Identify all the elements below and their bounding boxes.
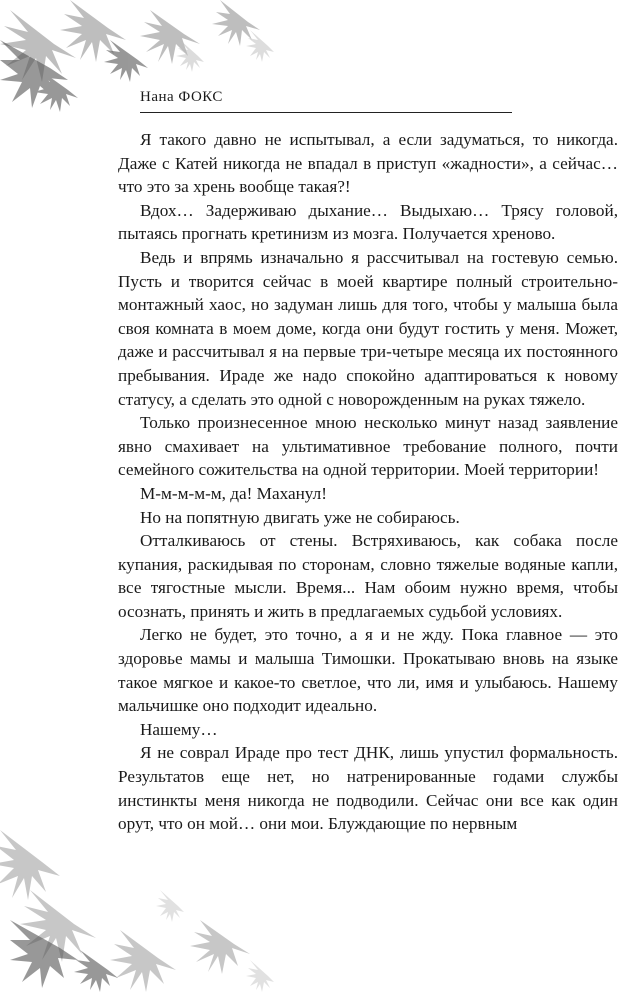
paragraph: Легко не будет, это точно, а я и не жду. Пока главное — это здоровье мамы и малыша Тимошки. Прокатываю вновь на языке такое мягкое и какое-то светлое, что ли, имя и улыбаюсь. Нашему мальчишке оно подходит идеально. bbox=[118, 625, 618, 716]
paragraph: Но на попятную двигать уже не собираюсь. bbox=[140, 507, 460, 527]
paragraph: Я не соврал Ираде про тест ДНК, лишь упустил формальность. Результатов еще нет, но натренированные годами службы инстинкты меня никогда не подводили. Сейчас они все как один орут, что он мой… они мои. Блуждающие по нервным bbox=[118, 743, 618, 834]
paragraph: Отталкиваюсь от стены. Встряхиваюсь, как собака после купания, раскидывая по сторонам, словно тяжелые водяные капли, все тягостные мысли. Время... Нам обоим нужно время, чтобы осознать, принять и жить в предлагаемых судьбой условиях. bbox=[118, 531, 618, 621]
leaf-ornament-top bbox=[0, 0, 300, 140]
paragraph: Только произнесенное мною несколько минут назад заявление явно смахивает на ультимативное требование полного, почти семейного сожительства на одной территории. Моей территории! bbox=[118, 413, 618, 480]
paragraph: Нашему… bbox=[140, 719, 218, 739]
paragraph: Вдох… Задерживаю дыхание… Выдыхаю… Трясу головой, пытаясь прогнать кретинизм из мозга. Получается хреново. bbox=[118, 200, 618, 244]
author-name: Нана ФОКС bbox=[140, 89, 223, 105]
paragraph: М-м-м-м-м, да! Маханул! bbox=[140, 483, 327, 503]
paragraph: Ведь и впрямь изначально я рассчитывал на гостевую семью. Пусть и творится сейчас в моей квартире полный строительно-монтажный хаос, но задуман лишь для того, чтобы у малыша была своя комната в моем доме, когда они будут гостить у меня. Может, даже и рассчитывал я на первые три-четыре месяца их постоянного пребывания. Ираде же надо спокойно адаптироваться к новому статусу, а сделать это одной с новорожденным на руках тяжело. bbox=[118, 247, 618, 409]
leaf-ornament-bottom bbox=[0, 810, 300, 1000]
running-header bbox=[140, 88, 512, 113]
body-text bbox=[118, 128, 618, 836]
paragraph: Я такого давно не испытывал, а если задуматься, то никогда. Даже с Катей никогда не впадал в приступ «жадности», а сейчас… что это за хрень вообще такая?! bbox=[118, 130, 618, 197]
